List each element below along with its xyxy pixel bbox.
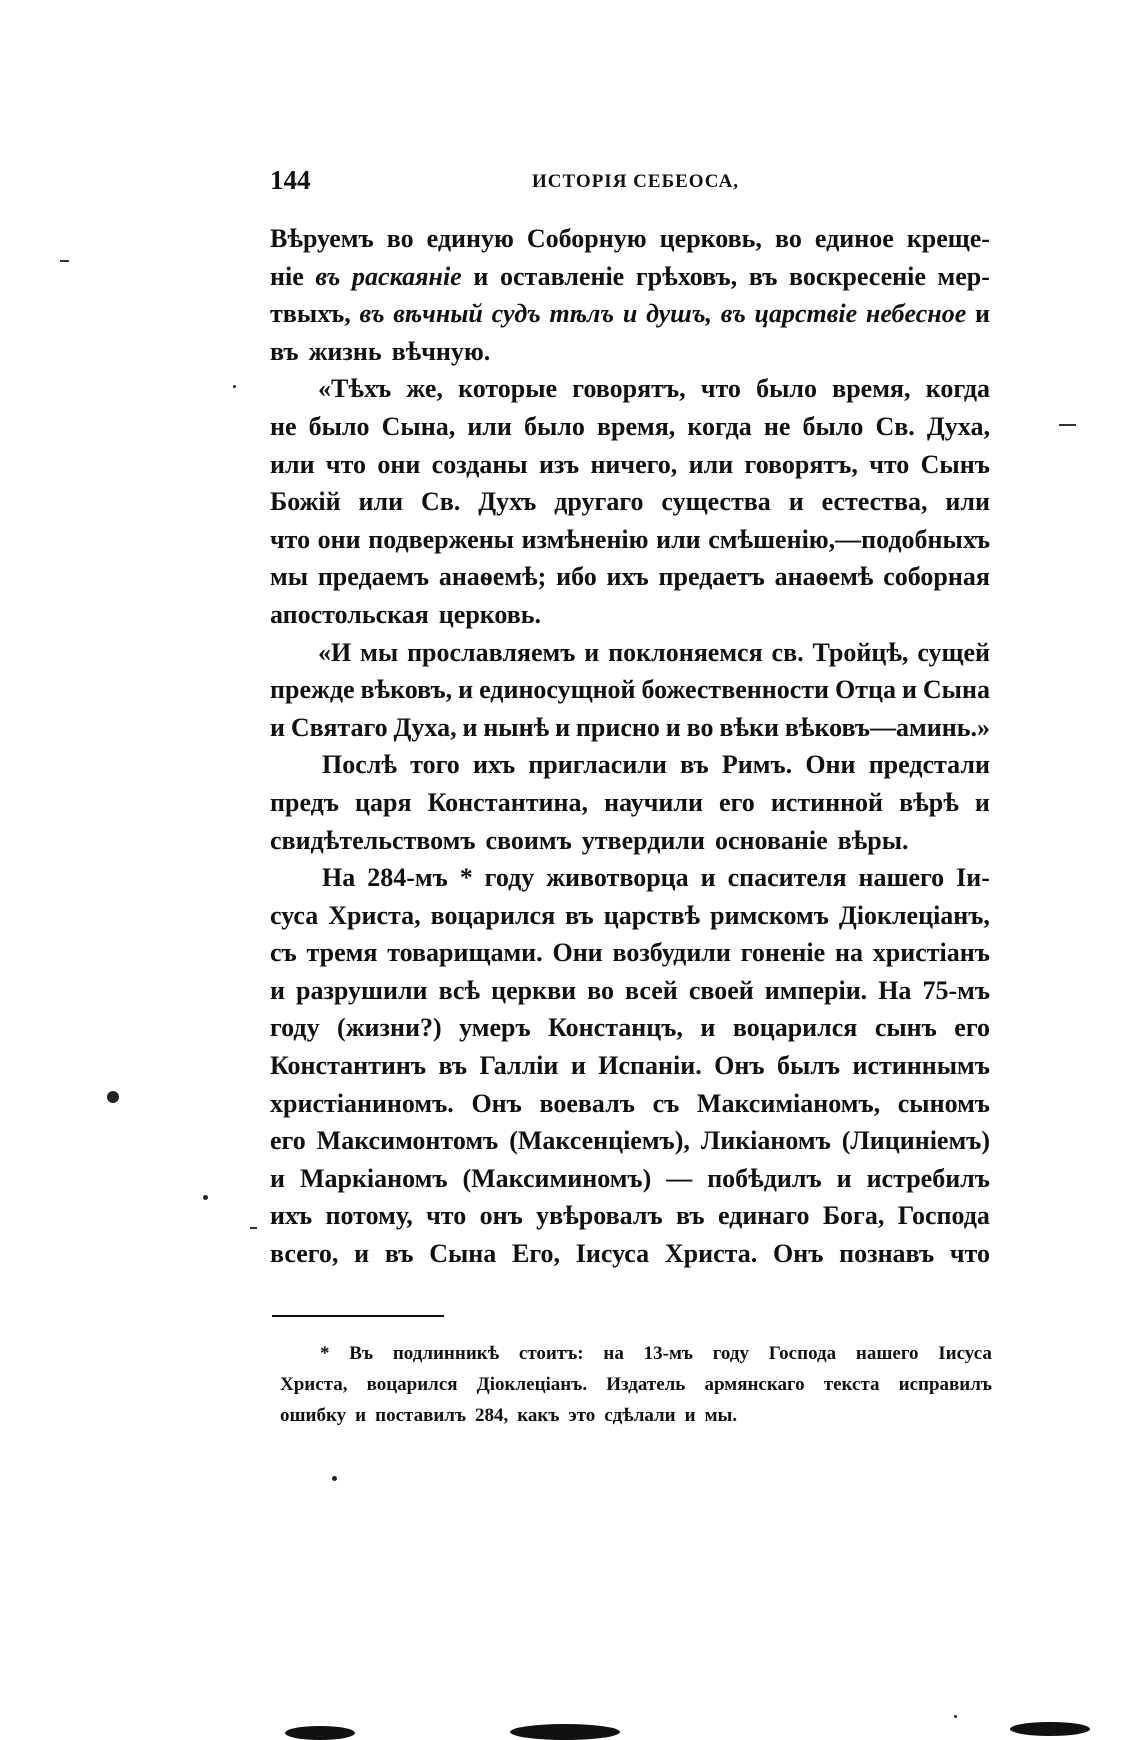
word: единое <box>814 224 894 253</box>
word: во <box>774 224 802 253</box>
word: и <box>901 675 917 705</box>
word: смѣшенію,—подобныхъ <box>708 524 990 554</box>
word: — <box>666 1163 693 1193</box>
word: своей <box>688 975 754 1005</box>
word: во <box>686 712 714 742</box>
word: Соборную <box>526 224 647 253</box>
word: время, <box>596 411 676 441</box>
word: и <box>555 712 571 742</box>
word: что <box>325 449 366 479</box>
word: или <box>656 524 701 554</box>
word: въ <box>384 1239 414 1269</box>
word: Св. <box>875 411 915 441</box>
word: Издатель <box>606 1374 686 1395</box>
word: и <box>462 712 478 742</box>
word: они <box>317 524 361 554</box>
word: Римъ. <box>721 750 793 780</box>
word: былъ <box>777 1051 841 1081</box>
scan-blot <box>285 1726 355 1740</box>
word: христіаниномъ. <box>270 1088 454 1118</box>
text-line <box>270 596 990 634</box>
word: когда <box>925 374 990 404</box>
word: Діоклеціанъ. <box>476 1374 588 1395</box>
word: или <box>945 487 990 517</box>
word: На <box>878 975 912 1005</box>
word: тремя <box>306 938 378 968</box>
word: въ <box>748 261 778 291</box>
word: и <box>788 487 804 517</box>
word: Іисуса <box>938 1343 992 1364</box>
word: году <box>484 863 535 893</box>
word: измѣненію <box>521 524 649 554</box>
text-line <box>270 521 990 559</box>
word: и <box>974 787 990 817</box>
word: всѣ <box>438 975 481 1005</box>
word: разрушили <box>296 975 428 1005</box>
word: царствѣ <box>603 900 701 930</box>
text-line <box>270 220 990 258</box>
word: жизнь <box>308 336 382 366</box>
word: существа <box>661 487 771 517</box>
word: 284, <box>475 1405 509 1426</box>
word: Іи- <box>956 863 990 893</box>
word: грѣховъ, <box>635 261 738 291</box>
word: было <box>802 411 864 441</box>
word: что <box>700 374 741 404</box>
word: и <box>270 975 285 1005</box>
word: воцарился <box>430 900 556 930</box>
word: христіанъ <box>872 938 990 968</box>
word: въ <box>315 261 341 291</box>
word: твыхъ, <box>270 299 351 329</box>
word: ошибку <box>280 1405 347 1426</box>
footnote <box>280 1338 992 1431</box>
word: Сына, <box>381 411 456 441</box>
word: спасителя <box>727 863 847 893</box>
word: церкви <box>491 975 577 1005</box>
word: божественности <box>641 675 830 705</box>
word: Сынъ <box>920 449 990 479</box>
word: или <box>688 449 734 479</box>
word: и <box>270 1163 285 1193</box>
footnote-line <box>280 1338 992 1369</box>
word: царствіе <box>754 299 858 329</box>
text-line <box>270 897 990 935</box>
word: Духъ <box>478 487 537 517</box>
scan-speck <box>107 1091 119 1103</box>
word: * <box>459 863 473 893</box>
word: Максимонтомъ <box>316 1126 499 1156</box>
word: изъ <box>538 449 580 479</box>
word: животворца <box>546 863 689 893</box>
word: мы <box>270 562 309 592</box>
word: на <box>834 938 863 968</box>
word: единаго <box>717 1201 810 1231</box>
word: что <box>949 1239 990 1269</box>
word: же, <box>406 374 443 404</box>
word: всей <box>625 975 678 1005</box>
word: римскомъ <box>710 900 829 930</box>
word: поклоняемся <box>608 637 763 667</box>
text-line <box>270 1197 990 1235</box>
word: небесное <box>865 299 967 329</box>
word: и <box>665 712 681 742</box>
word: 13-мъ <box>643 1343 693 1364</box>
word: его <box>954 1013 990 1043</box>
word: истиннымъ <box>852 1051 990 1081</box>
word: нашего <box>858 863 945 893</box>
text-line <box>270 1047 990 1085</box>
main-text <box>270 220 990 1273</box>
word: вѣки <box>719 712 779 742</box>
text-line <box>270 295 990 333</box>
word: апостольская <box>270 599 429 629</box>
word: оставленіе <box>500 261 625 291</box>
scan-speck <box>954 1715 957 1718</box>
word: вѣрѣ <box>899 787 959 817</box>
word: и <box>473 261 489 291</box>
word: не <box>763 411 791 441</box>
word: потому, <box>325 1201 413 1231</box>
scan-speck <box>233 385 236 388</box>
word: сынъ <box>874 1013 937 1043</box>
word: ніе <box>270 261 304 291</box>
word: церковь, <box>659 224 762 253</box>
word: гоненіе <box>740 938 826 968</box>
word: вѣчный <box>393 299 483 329</box>
text-line <box>270 258 990 296</box>
word: креще- <box>906 224 990 253</box>
text-line <box>270 370 990 408</box>
word: сыномъ <box>897 1088 990 1118</box>
word: Онъ <box>773 1239 824 1269</box>
word: Тройцѣ, <box>812 637 909 667</box>
word: онъ <box>479 1201 523 1231</box>
word: и <box>975 299 990 329</box>
word: научили <box>604 787 703 817</box>
word: Они <box>552 938 603 968</box>
word: Отца <box>835 675 896 705</box>
word: было <box>523 411 585 441</box>
word: 284-мъ <box>367 863 448 893</box>
word: и <box>684 1405 696 1426</box>
text-line <box>270 671 990 709</box>
word: Константинъ <box>270 1051 427 1081</box>
word: Христа, <box>280 1374 348 1395</box>
word: подлинникѣ <box>392 1343 500 1364</box>
word: съ <box>270 938 297 968</box>
word: они <box>377 449 421 479</box>
word: или <box>270 449 315 479</box>
word: во <box>587 975 615 1005</box>
word: (жизни?) <box>337 1013 442 1043</box>
word: или <box>358 487 404 517</box>
word: и <box>836 1163 852 1193</box>
word: имперіи. <box>764 975 868 1005</box>
word: Сына <box>922 675 990 705</box>
word: нашего <box>855 1343 919 1364</box>
word: Его, <box>512 1239 561 1269</box>
word: (Лициніемъ) <box>841 1126 990 1156</box>
word: вѣчную. <box>391 336 491 366</box>
word: Св. <box>421 487 461 517</box>
word: говорятъ, <box>744 449 858 479</box>
word: когда <box>687 411 752 441</box>
word: Господа <box>768 1343 837 1364</box>
word: (Максиминомъ) <box>462 1163 652 1193</box>
text-line <box>270 934 990 972</box>
word: въ <box>270 336 299 366</box>
word: какъ <box>517 1405 560 1426</box>
word: Бога, <box>822 1201 885 1231</box>
word: созданы <box>431 449 528 479</box>
word: тѣлъ <box>549 299 615 329</box>
word: стоитъ: <box>518 1343 584 1364</box>
word: мер- <box>937 261 990 291</box>
word: Духа, <box>926 411 990 441</box>
word: воевалъ <box>539 1088 635 1118</box>
text-line <box>270 972 990 1010</box>
word: единую <box>426 224 514 253</box>
word: воцарился <box>366 1374 458 1395</box>
word: судъ <box>491 299 541 329</box>
running-head: ИСТОРІЯ СЕБЕОСА, <box>532 171 740 192</box>
word: сущей <box>917 637 990 667</box>
word: истребилъ <box>866 1163 990 1193</box>
text-line <box>270 446 990 484</box>
word: побѣдилъ <box>707 1163 822 1193</box>
scan-mark <box>60 260 69 262</box>
word: вѣры. <box>837 825 909 855</box>
word: подвержены <box>368 524 514 554</box>
word: Сына <box>429 1239 497 1269</box>
word: анаѳемѣ <box>774 562 874 592</box>
text-line <box>270 859 990 897</box>
word: исправилъ <box>898 1374 992 1395</box>
word: было <box>756 374 817 404</box>
word: На <box>322 863 356 893</box>
word: Божій <box>270 487 341 517</box>
word: пригласили <box>528 750 667 780</box>
word: товарищами. <box>387 938 543 968</box>
word: во <box>386 224 414 253</box>
text-line <box>270 333 990 371</box>
word: и <box>584 637 600 667</box>
word: Духа, <box>393 712 457 742</box>
word: единосущной <box>479 675 636 705</box>
text-line <box>270 1160 990 1198</box>
word: въ <box>565 900 594 930</box>
word: время, <box>832 374 911 404</box>
word: «И <box>318 637 352 667</box>
word: св. <box>771 637 804 667</box>
word: Христа. <box>664 1239 758 1269</box>
word: это <box>568 1405 596 1426</box>
word: Максиміаномъ, <box>696 1088 881 1118</box>
word: и <box>622 299 638 329</box>
word: Константина, <box>427 787 589 817</box>
word: всего, <box>270 1239 339 1269</box>
word: Маркіаномъ <box>299 1163 448 1193</box>
word: Испаніи. <box>598 1051 702 1081</box>
word: вѣковъ—аминь.» <box>784 712 990 742</box>
word: нынѣ <box>483 712 550 742</box>
word: соборная <box>883 562 990 592</box>
page-number: 144 <box>270 165 311 195</box>
word: въ <box>720 299 746 329</box>
word: въ <box>438 1051 468 1081</box>
word: того <box>410 750 460 780</box>
text-line <box>270 1085 990 1123</box>
word: истинной <box>770 787 884 817</box>
text-line <box>270 709 990 747</box>
word: утвердили <box>581 825 705 855</box>
word: году <box>712 1343 749 1364</box>
word: * <box>320 1343 330 1364</box>
text-line <box>270 784 990 822</box>
word: своимъ <box>485 825 572 855</box>
word: другаго <box>554 487 644 517</box>
word: съ <box>652 1088 680 1118</box>
word: естества, <box>821 487 928 517</box>
word: предстали <box>868 750 990 780</box>
word: и <box>355 1405 367 1426</box>
word: присно <box>575 712 660 742</box>
word: Іисуса <box>575 1239 650 1269</box>
word: въ <box>680 750 709 780</box>
word: раскаяніе <box>352 261 462 291</box>
text-line <box>270 408 990 446</box>
word: которые <box>458 374 558 404</box>
word: Они <box>805 750 856 780</box>
word: «Тѣхъ <box>318 374 392 404</box>
word: ихъ <box>270 1201 313 1231</box>
word: армянскаго <box>704 1374 805 1395</box>
footnote-rule <box>272 1315 444 1317</box>
word: душъ, <box>646 299 713 329</box>
word: Послѣ <box>322 750 397 780</box>
word: увѣровалъ <box>536 1201 663 1231</box>
word: что <box>426 1201 467 1231</box>
word: ничего, <box>590 449 678 479</box>
text-line <box>270 1009 990 1047</box>
word: предаемъ <box>317 562 430 592</box>
word: мы <box>360 637 399 667</box>
word: Христа, <box>328 900 421 930</box>
word: прежде <box>270 675 355 705</box>
word: ихъ <box>472 750 516 780</box>
word: 75-мъ <box>922 975 990 1005</box>
text-line <box>270 1122 990 1160</box>
word: предаетъ <box>658 562 765 592</box>
word: возбудили <box>612 938 731 968</box>
word: и <box>700 863 716 893</box>
word: прославляемъ <box>407 637 576 667</box>
word: не <box>270 411 297 441</box>
word: текста <box>823 1374 880 1395</box>
footnote-line <box>280 1369 992 1400</box>
word: его <box>719 787 755 817</box>
word: въ <box>359 299 385 329</box>
word: что <box>869 449 910 479</box>
word: анаѳемѣ; <box>438 562 547 592</box>
word: что <box>270 524 311 554</box>
word: суса <box>270 900 319 930</box>
text-line <box>270 1235 990 1273</box>
word: въ <box>676 1201 705 1231</box>
page-header <box>270 165 990 201</box>
word: Констанцъ, <box>548 1013 683 1043</box>
word: (Максенціемъ), <box>509 1126 690 1156</box>
word: Вѣруемъ <box>270 224 374 253</box>
word: и <box>570 1051 586 1081</box>
word: Онъ <box>714 1051 765 1081</box>
word: году <box>270 1013 320 1043</box>
word: мы. <box>704 1405 738 1426</box>
word: его <box>270 1126 306 1156</box>
word: воцарился <box>732 1013 858 1043</box>
word: Въ <box>349 1343 374 1364</box>
text-line <box>270 558 990 596</box>
scan-blot <box>510 1724 620 1740</box>
word: или <box>467 411 512 441</box>
word: ихъ <box>606 562 649 592</box>
word: воскресеніе <box>789 261 926 291</box>
word: умеръ <box>459 1013 531 1043</box>
word: говорятъ, <box>572 374 686 404</box>
word: Господа <box>897 1201 990 1231</box>
word: и <box>354 1239 370 1269</box>
scan-mark <box>1059 424 1076 426</box>
word: Святаго <box>290 712 388 742</box>
word: Галліи <box>479 1051 559 1081</box>
word: Ликіаномъ <box>700 1126 831 1156</box>
word: на <box>603 1343 624 1364</box>
scan-mark <box>250 1227 257 1229</box>
word: и <box>270 712 285 742</box>
scan-speck <box>203 1195 208 1200</box>
word: вѣковъ, <box>360 675 453 705</box>
text-line <box>270 822 990 860</box>
word: предъ <box>270 787 339 817</box>
word: было <box>308 411 370 441</box>
word: свидѣтельствомъ <box>270 825 476 855</box>
word: сдѣлали <box>604 1405 676 1426</box>
text-line <box>270 634 990 672</box>
footnote-line <box>280 1400 992 1431</box>
word: царя <box>355 787 412 817</box>
text-line <box>270 483 990 521</box>
word: поставилъ <box>375 1405 467 1426</box>
text-line <box>270 746 990 784</box>
word: церковь. <box>438 599 542 629</box>
word: основаніе <box>714 825 828 855</box>
word: и <box>700 1013 716 1043</box>
word: Онъ <box>471 1088 522 1118</box>
word: и <box>458 675 474 705</box>
word: Діоклеціанъ, <box>838 900 990 930</box>
word: познавъ <box>839 1239 935 1269</box>
scan-speck <box>332 1476 337 1481</box>
word: ибо <box>556 562 597 592</box>
